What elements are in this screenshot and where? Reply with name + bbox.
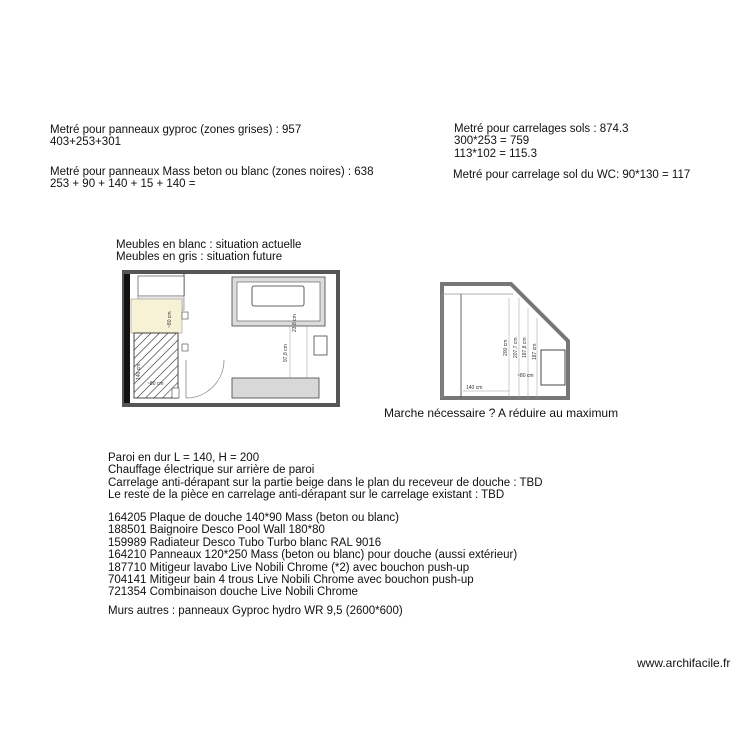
dim-label: 97,8 cm: [283, 344, 289, 362]
wall-note-line: Le reste de la pièce en carrelage anti-dérapant sur le carrelage existant : TBD: [108, 489, 505, 502]
wall-note-line: Carrelage anti-dérapant sur la partie beige dans le plan du receveur de douche : TBD: [108, 476, 543, 489]
door-swing: [186, 360, 224, 398]
product-item: 721354 Combinaison douche Live Nobili Chrome: [108, 586, 358, 599]
wall-note-line: Chauffage électrique sur arrière de paroi: [108, 464, 315, 477]
product-list: [108, 512, 517, 599]
dim-label: ~80 cm: [517, 373, 534, 379]
dim-label: 187,8 cm: [522, 337, 528, 358]
wc-tiles-note: Metré pour carrelage sol du WC: 90*130 = 117: [453, 169, 691, 181]
vanity-future: [232, 378, 319, 398]
mass-calc: 253 + 90 + 140 + 15 + 140 =: [50, 178, 196, 191]
product-item: 188501 Baignoire Desco Pool Wall 180*80: [108, 524, 325, 537]
dim-label: ~80 cm: [147, 381, 164, 387]
product-item: 704141 Mitigeur bain 4 trous Live Nobili Chrome avec bouchon push-up: [108, 574, 474, 587]
dim-label: 140 cm: [466, 385, 483, 391]
product-item: 164205 Plaque de douche 140*90 Mass (beton ou blanc): [108, 512, 399, 524]
product-item: 187710 Mitigeur lavabo Live Nobili Chrome (*2) avec bouchon push-up: [108, 561, 470, 574]
toilet: [314, 336, 327, 355]
wc-fixture: [541, 350, 565, 385]
bathroom-plan: [124, 272, 338, 405]
bathtub-basin: [252, 286, 304, 306]
shower-tray-beige: [131, 299, 182, 333]
small-fixture: [182, 312, 188, 319]
legend-grey: Meubles en gris : situation future: [116, 251, 283, 264]
dim-label: 207,7 cm: [513, 337, 519, 358]
tiles-title: Metré pour carrelages sols : 874.3: [454, 123, 629, 135]
wall-note-line: Paroi en dur L = 140, H = 200: [108, 452, 260, 464]
small-fixture: [182, 344, 188, 351]
dim-label: 23,8 cm: [292, 314, 298, 332]
product-item: 159989 Radiateur Desco Tubo Turbo blanc RAL 9016: [108, 536, 382, 549]
gyproc-calc: 403+253+301: [50, 136, 121, 149]
dim-label: 200 cm: [503, 339, 509, 356]
product-item: 164210 Panneaux 120*250 Mass (beton ou blanc) pour douche (aussi extérieur): [108, 549, 518, 562]
tiles-calc-2: 113*102 = 115.3: [454, 147, 538, 160]
drain-icon: [172, 388, 179, 398]
legend-white: Meubles en blanc : situation actuelle: [116, 239, 302, 251]
dim-label: ~80 cm: [167, 311, 173, 328]
step-note: Marche nécessaire ? A réduire au maximum: [384, 406, 619, 420]
other-walls-note: Murs autres : panneaux Gyproc hydro WR 9,5 (2600*600): [108, 605, 403, 617]
dim-label: 187 cm: [532, 343, 538, 360]
wall-notes: [108, 452, 543, 502]
existing-cabinet: [138, 276, 184, 296]
gyproc-title: Metré pour panneaux gyproc (zones grises) : 957: [50, 124, 302, 136]
mass-title: Metré pour panneaux Mass beton ou blanc (zones noires) : 638: [50, 166, 374, 178]
tiles-calc-1: 300*253 = 759: [454, 135, 530, 148]
credit-watermark: www.archifacile.fr: [637, 656, 731, 670]
dim-label: 140 cm: [136, 363, 142, 380]
wc-section-plan: [442, 284, 568, 398]
